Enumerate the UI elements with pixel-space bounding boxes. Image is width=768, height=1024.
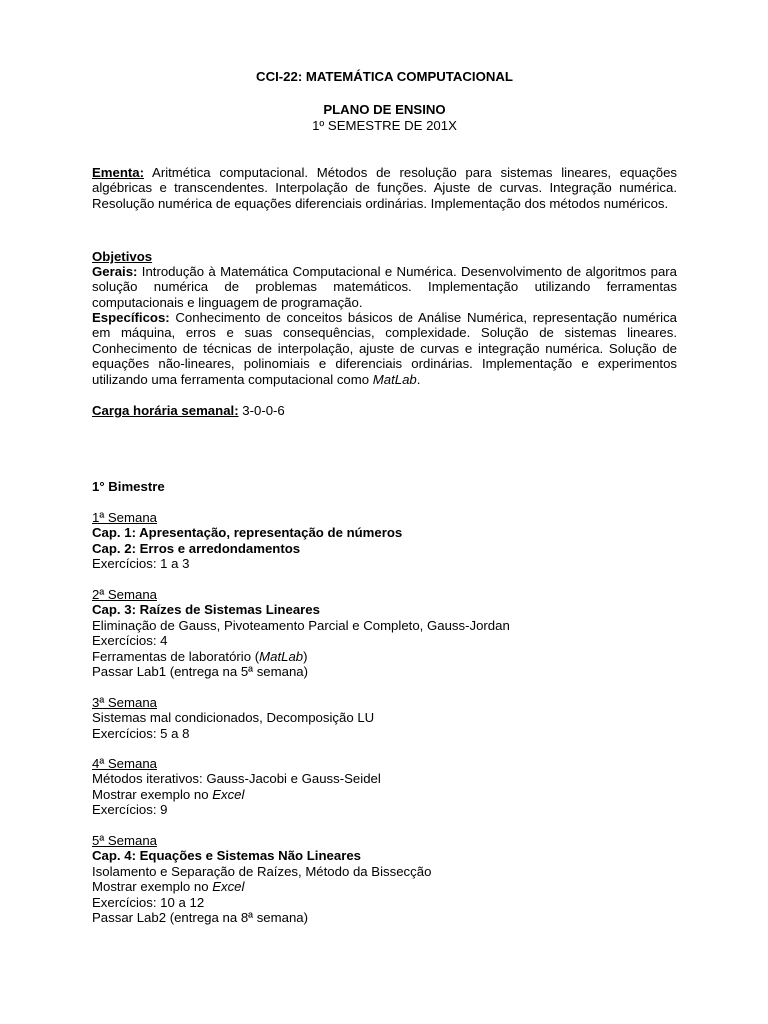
week-1-cap1: Cap. 1: Apresentação, representação de números: [92, 525, 403, 541]
week-3-line1: Sistemas mal condicionados, Decomposição LU: [92, 710, 375, 726]
week-5-line1: Isolamento e Separação de Raízes, Método da Bissecção: [92, 863, 432, 879]
week-2-line1: Eliminação de Gauss, Pivoteamento Parcial e Completo, Gauss-Jordan: [92, 617, 510, 633]
week-1-cap2: Cap. 2: Erros e arredondamentos: [92, 540, 301, 556]
semester-title: 1º SEMESTRE DE 201X: [312, 118, 457, 133]
week-4-line2: Mostrar exemplo no Excel: [92, 786, 245, 802]
week-4: [92, 756, 677, 818]
ementa-paragraph: [92, 165, 677, 211]
gerais-text: Introdução à Matemática Computacional e Numérica. Desenvolvimento de algoritmos para solução numérica de problemas matemáticos. Implementação utilizando ferramentas computacionais e linguagem de programação.: [92, 264, 677, 310]
objetivos-especificos: Específicos: Conhecimento de conceitos básicos de Análise Numérica, representação numérica em máquina, erros e suas consequências, complexidade. Solução de sistemas lineares. Conhecimento de técnicas de interpolação, ajuste de curvas e integração numérica. Solução de equações não-lineares, polinomiais e diferenciais ordinárias. Implementação e experimentos utilizando uma ferramenta computacional como MatLab.: [92, 310, 677, 387]
week-4-title: 4ª Semana: [92, 756, 157, 771]
gerais-label: Gerais:: [92, 264, 138, 279]
bimestre-heading: 1° Bimestre: [92, 479, 165, 494]
week-5-title: 5ª Semana: [92, 833, 157, 848]
carga-label: Carga horária semanal:: [92, 403, 239, 418]
week-5-line2: Mostrar exemplo no Excel: [92, 879, 245, 895]
objetivos-heading: Objetivos: [92, 249, 153, 264]
week-5-line4: Passar Lab2 (entrega na 8ª semana): [92, 910, 309, 926]
week-2-line4: Passar Lab1 (entrega na 5ª semana): [92, 664, 309, 680]
especificos-tool: MatLab: [372, 371, 417, 387]
week-1-exercises: Exercícios: 1 a 3: [92, 556, 190, 572]
week-3-title: 3ª Semana: [92, 695, 157, 710]
week-5-exercises: Exercícios: 10 a 12: [92, 894, 205, 910]
week-2-line3: Ferramentas de laboratório (MatLab): [92, 648, 308, 664]
especificos-label: Específicos:: [92, 310, 170, 325]
week-5-cap: Cap. 4: Equações e Sistemas Não Lineares: [92, 848, 361, 864]
objetivos-gerais: [92, 264, 677, 310]
ementa-label: Ementa:: [92, 165, 145, 180]
week-2-exercises: Exercícios: 4: [92, 633, 168, 649]
week-4-exercises: Exercícios: 9: [92, 802, 168, 818]
week-4-line1: Métodos iterativos: Gauss-Jacobi e Gauss-Seidel: [92, 771, 381, 787]
carga-horaria: [92, 403, 677, 418]
week-2-title: 2ª Semana: [92, 587, 157, 602]
week-3: [92, 695, 677, 741]
carga-value: 3-0-0-6: [238, 403, 285, 418]
plan-title: PLANO DE ENSINO: [323, 102, 446, 117]
week-3-exercises: Exercícios: 5 a 8: [92, 725, 190, 741]
ementa-text: Aritmética computacional. Métodos de resolução para sistemas lineares, equações algébricas e transcendentes. Interpolação de funções. Ajuste de curvas. Integração numérica. Resolução numérica de equações diferenciais ordinárias. Implementação dos métodos numéricos.: [92, 165, 677, 211]
week-2: [92, 587, 677, 679]
week-1-title: 1ª Semana: [92, 510, 157, 525]
course-title: CCI-22: MATEMÁTICA COMPUTACIONAL: [256, 69, 513, 84]
especificos-text: Conhecimento de conceitos básicos de Análise Numérica, representação numérica em máquina, erros e suas consequências, complexidade. Solução de sistemas lineares. Conhecimento de técnicas de interpolação, ajuste de curvas e integração numérica. Solução de equações não-lineares, polinomiais e diferenciais ordinárias. Implementação e experimentos utilizando uma ferramenta computacional como: [92, 310, 677, 387]
week-2-cap: Cap. 3: Raízes de Sistemas Lineares: [92, 602, 320, 618]
week-5: [92, 833, 677, 925]
week-1: [92, 510, 677, 572]
